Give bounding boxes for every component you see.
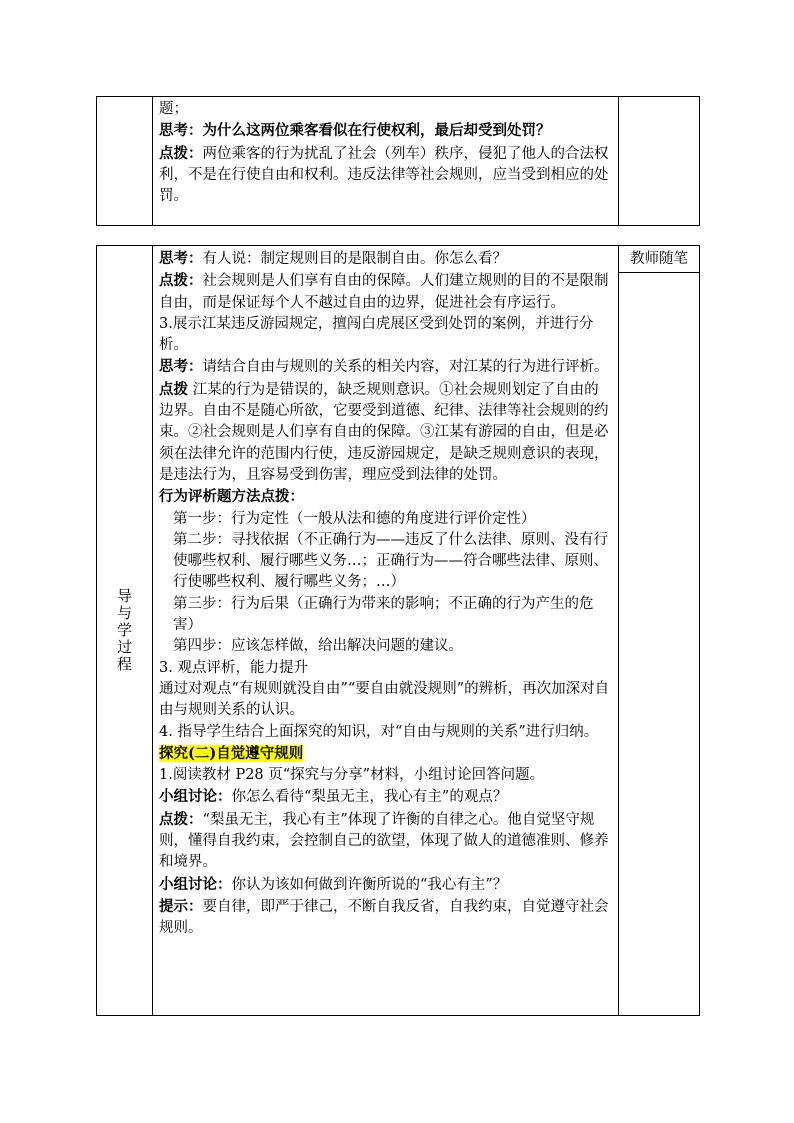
text-line: [159, 99, 612, 120]
line-text: 你怎么看待“梨虽无主，我心有主”的观点？: [231, 789, 508, 806]
text-line: [159, 143, 612, 208]
side-label: 导与学过程: [115, 588, 133, 673]
line-text: 3.展示江某违反游园规定，擅闯白虎展区受到处罚的案例，并进行分析。: [159, 315, 594, 354]
line-text: 通过对观点“有规则就没自由”“要自由就没规则”的辨析，再次加深对自由与规则关系的认识。: [159, 680, 610, 719]
text-line: [159, 743, 612, 765]
section-heading: 探究(二)自觉遵守规则: [159, 744, 304, 762]
text-line: [159, 874, 612, 896]
text-line: [159, 636, 612, 657]
line-text: 你认为该如何做到许衡所说的“我心有主”？: [231, 876, 508, 893]
text-line: [159, 722, 612, 743]
text-line: [159, 679, 612, 722]
line-text: 4. 指导学生结合上面探究的知识，对“自由与规则的关系”进行归纳。: [159, 723, 599, 740]
line-text: 有人说：制定规则目的是限制自由。你怎么看？: [202, 251, 507, 267]
line-label: 小组讨论：: [159, 788, 232, 806]
line-text: 请结合自由与规则的关系的相关内容，对江某的行为进行评析。: [202, 359, 609, 376]
text-line: [159, 530, 612, 594]
notes-header: 教师随笔: [619, 246, 699, 273]
line-text: 1.阅读教材 P28 页“探究与分享”材料，小组讨论回答问题。: [159, 767, 545, 784]
text-line: [159, 120, 612, 142]
line-text: 题；: [159, 101, 188, 117]
text-line: [159, 594, 612, 637]
notes-cell-blank: [619, 97, 700, 226]
side-label-cell: [97, 246, 153, 1016]
line-text: 为什么这两位乘客看似在行使权利，最后却受到处罚？: [202, 122, 551, 140]
line-text: 第二步：寻找依据（不正确行为——违反了什么法律、原则、没有行使哪些权利、履行哪些义务…；正确行为——符合哪些法律、原则、行使哪些权利、履行哪些义务；…）: [173, 531, 608, 591]
text-line: [159, 786, 612, 808]
line-label: 点拨：: [159, 810, 203, 828]
line-label: 点拨：: [159, 144, 203, 162]
text-line: [159, 270, 612, 314]
line-text: 第四步：应该怎样做，给出解决问题的建议。: [173, 638, 463, 655]
line-text: 要自律，即严于律己，不断自我反省，自我约束，自觉遵守社会规则。: [159, 898, 609, 937]
line-label: 思考：: [159, 122, 203, 140]
text-line: [159, 314, 612, 357]
line-text: 第一步：行为定性（一般从法和德的角度进行评价定性）: [173, 510, 536, 527]
text-line: [159, 248, 612, 270]
line-label: 小组讨论：: [159, 875, 232, 893]
content-text-1: [153, 97, 618, 209]
content-cell: [153, 246, 619, 1016]
text-line: [159, 809, 612, 874]
content-text-2: [153, 246, 618, 942]
line-label: 提示：: [159, 897, 203, 915]
table-process: [96, 245, 700, 1016]
side-cell-blank: [97, 97, 153, 226]
line-text: “梨虽无主，我心有主”体现了许衡的自律之心。他自觉坚守规则，懂得自我约束，会控制自己的欲望，体现了做人的道德准则、修养和境界。: [159, 811, 609, 871]
text-line: [159, 896, 612, 940]
table-continued: [96, 96, 700, 226]
text-line: [159, 765, 612, 786]
line-label: 点拨：: [159, 272, 203, 290]
text-line: [159, 486, 612, 508]
line-label: 思考：: [159, 358, 203, 376]
text-line: [159, 356, 612, 378]
line-label: 行为评析题方法点拨：: [159, 488, 304, 506]
line-label: 思考：: [159, 250, 203, 267]
line-text: 3. 观点评析，能力提升: [159, 659, 308, 676]
line-text: 江某的行为是错误的，缺乏规则意识。①社会规则划定了自由的边界。自由不是随心所欲，它要受到道德、纪律、法律等社会规则的约束。②社会规则是人们享有自由的保障。③江某有游园的自由，但是必须在法律允许的范围内行使，违反游园规定，是缺乏规则意识的表现，是违法行为，且容易受到伤害，理应受到法律的处罚。: [159, 381, 609, 483]
line-text: 两位乘客的行为扰乱了社会（列车）秩序，侵犯了他人的合法权利，不是在行使自由和权利。违反法律等社会规则，应当受到相应的处罚。: [159, 145, 609, 205]
line-text: 社会规则是人们享有自由的保障。人们建立规则的目的不是限制自由，而是保证每个人不越过自由的边界，促进社会有序运行。: [159, 273, 609, 311]
text-line: [159, 379, 612, 486]
text-line: [159, 509, 612, 530]
line-text: 第三步：行为后果（正确行为带来的影响；不正确的行为产生的危害）: [173, 595, 594, 634]
content-cell: [153, 97, 619, 226]
notes-cell: [619, 246, 700, 1016]
line-label: 点拨: [159, 380, 188, 398]
text-line: [159, 658, 612, 679]
